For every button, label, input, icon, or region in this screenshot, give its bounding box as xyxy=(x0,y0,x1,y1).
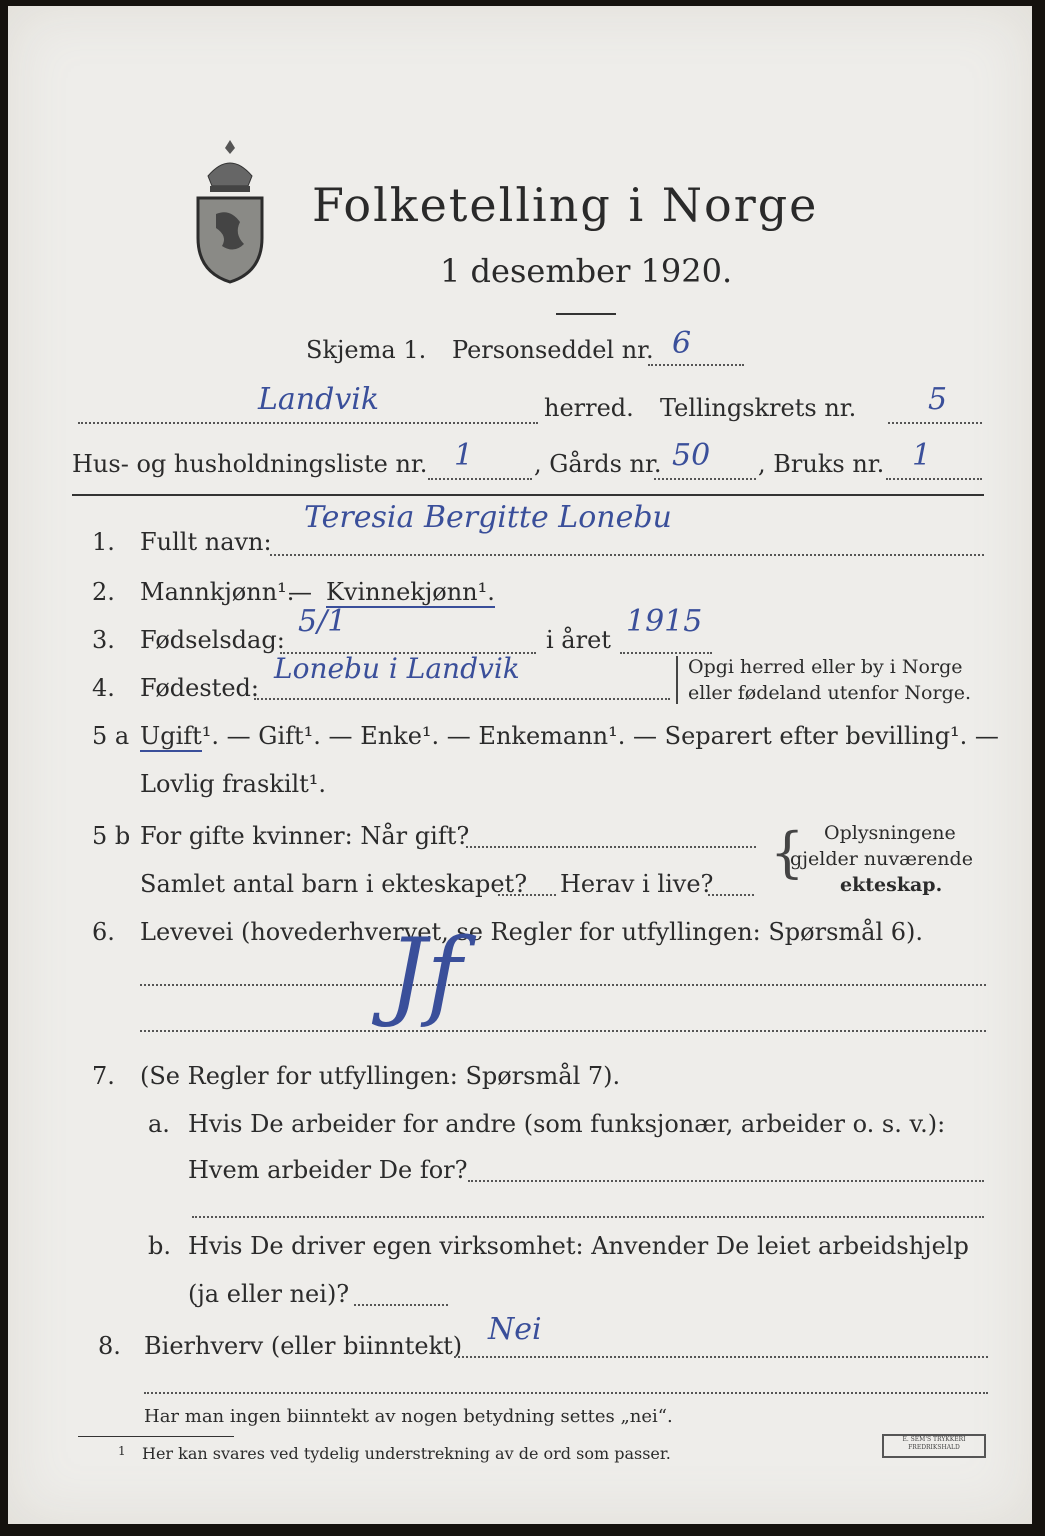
q5a-number: 5 a xyxy=(92,722,130,750)
hired-help-label: (ja eller nei)? xyxy=(188,1280,350,1308)
birthdate-value[interactable]: 5/1 xyxy=(298,604,347,639)
footnote-mark: 1 xyxy=(118,1444,126,1458)
skjema-label: Skjema 1. xyxy=(306,336,427,364)
employer-label: Hvem arbeider De for? xyxy=(188,1156,468,1184)
birthdate-label: Fødselsdag: xyxy=(140,626,285,654)
birth-year-value[interactable]: 1915 xyxy=(626,604,703,639)
q6-number: 6. xyxy=(92,918,115,946)
q7b-label: Hvis De driver egen virksomhet: Anvender De leiet arbeidshjelp xyxy=(188,1232,969,1260)
hus-label: Hus- og husholdningsliste nr. xyxy=(72,450,428,478)
full-name-value[interactable]: Teresia Bergitte Lonebu xyxy=(304,500,672,535)
sex-male-option[interactable]: Mannkjønn¹. xyxy=(140,578,295,606)
personseddel-label: Personseddel nr. xyxy=(452,336,654,364)
marital-other-options: ¹. — Gift¹. — Enke¹. — Enkemann¹. — Separert efter bevilling¹. — xyxy=(201,722,999,750)
gards-label: , Gårds nr. xyxy=(534,450,662,478)
q4-number: 4. xyxy=(92,674,115,702)
children-count-label: Samlet antal barn i ekteskapet? xyxy=(140,870,528,898)
marital-divorced-option: Lovlig fraskilt¹. xyxy=(140,770,327,798)
occupation-label: Levevei (hovederhvervet, se Regler for utfyllingen: Spørsmål 6). xyxy=(140,918,924,946)
q7a-label: Hvis De arbeider for andre (som funksjonær, arbeider o. s. v.): xyxy=(188,1110,946,1138)
herred-label: herred. xyxy=(544,394,634,422)
marital-unmarried-option[interactable]: Ugift xyxy=(140,722,202,750)
birthplace-value[interactable]: Lonebu i Landvik xyxy=(274,652,520,685)
footer-note: Har man ingen biinntekt av nogen betydning settes „nei“. xyxy=(144,1406,673,1427)
q1-number: 1. xyxy=(92,528,115,556)
sex-female-option[interactable]: Kvinnekjønn¹. xyxy=(326,578,495,606)
marriage-note-2: gjelder nuværende xyxy=(790,848,973,870)
q3-number: 3. xyxy=(92,626,115,654)
tellingskrets-value[interactable]: 5 xyxy=(928,382,948,417)
sex-separator: — xyxy=(288,578,312,606)
form-date: 1 desember 1920. xyxy=(440,252,733,290)
side-income-label: Bierhverv (eller biinntekt) xyxy=(144,1332,463,1360)
marriage-note-3: ekteskap. xyxy=(840,874,943,896)
note-brace: { xyxy=(770,821,805,884)
q2-number: 2. xyxy=(92,578,115,606)
tellingskrets-label: Tellingskrets nr. xyxy=(660,394,857,422)
side-income-value[interactable]: Nei xyxy=(488,1312,542,1347)
hus-value[interactable]: 1 xyxy=(454,438,474,473)
gards-value[interactable]: 50 xyxy=(672,438,711,473)
personseddel-value[interactable]: 6 xyxy=(672,326,692,361)
herred-value[interactable]: Landvik xyxy=(258,382,380,417)
q7a-number: a. xyxy=(148,1110,170,1138)
birthplace-note-2: eller fødeland utenfor Norge. xyxy=(688,682,972,704)
occupation-value[interactable]: Jf xyxy=(388,918,463,1030)
q7-label: (Se Regler for utfyllingen: Spørsmål 7). xyxy=(140,1062,621,1090)
footnote: Her kan svares ved tydelig understrekning av de ord som passer. xyxy=(142,1444,671,1463)
coat-of-arms-icon xyxy=(190,136,270,286)
bruks-value[interactable]: 1 xyxy=(912,438,932,473)
married-when-label: For gifte kvinner: Når gift? xyxy=(140,822,470,850)
birthplace-label: Fødested: xyxy=(140,674,259,702)
bruks-label: , Bruks nr. xyxy=(758,450,885,478)
census-form xyxy=(8,6,1032,1524)
form-title: Folketelling i Norge xyxy=(312,178,819,232)
q7-number: 7. xyxy=(92,1062,115,1090)
children-alive-label: Herav i live? xyxy=(560,870,714,898)
marriage-note-1: Oplysningene xyxy=(824,822,956,844)
printer-stamp: E. SEM'S TRYKKERI FREDRIKSHALD xyxy=(882,1434,986,1458)
q5b-number: 5 b xyxy=(92,822,131,850)
birthplace-note-1: Opgi herred eller by i Norge xyxy=(688,656,963,678)
q8-number: 8. xyxy=(98,1332,121,1360)
q7b-number: b. xyxy=(148,1232,171,1260)
full-name-label: Fullt navn: xyxy=(140,528,272,556)
birth-year-label: i året xyxy=(546,626,611,654)
